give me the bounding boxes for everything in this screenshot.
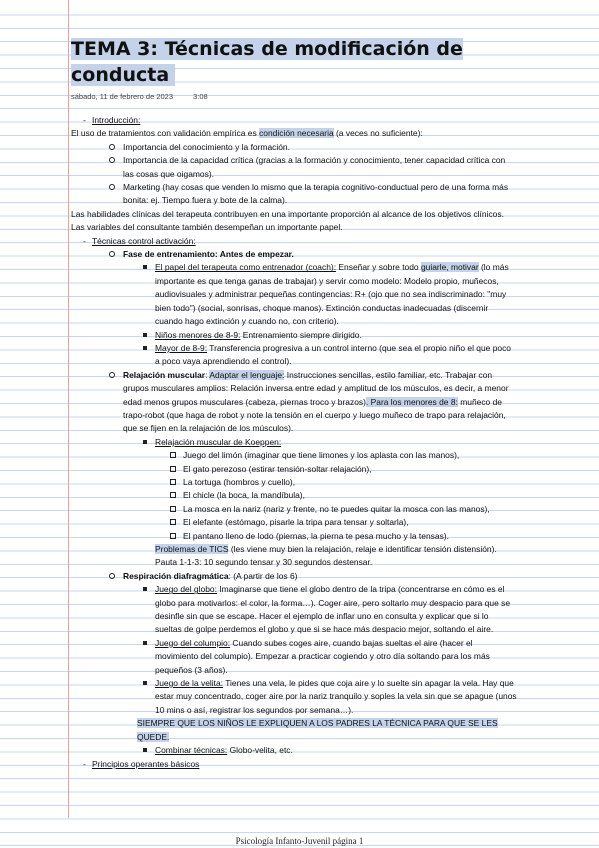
- intro-items: [71, 141, 517, 208]
- list-item: El chicle (la boca, la mandíbula),: [183, 489, 517, 502]
- list-item: El gato perezoso (estirar tensión-soltar relajación),: [183, 463, 517, 476]
- tecnicas-list: [71, 235, 517, 771]
- list-item: El pantano lleno de lodo (piernas, la pierna te pesa mucho y la tensas).: [183, 530, 517, 543]
- page-footer: Psicología Infanto-Juvenil página 1: [235, 836, 364, 846]
- koeppen-item: Relajación muscular de Koeppen: Juego del limón (imaginar que tiene limones y los aplasta con las manos), El gato perezoso (estirar tensión-soltar relajación), La tortuga (hombros y cuello), El chicle (la boca, la mandíbula), La mosca en la nariz (nariz y frente, no te puedes quitar la mosca con las manos), El elefante (estómago, pisarle la tripa para tensar y soltarla), El pantano lleno de lodo (piernas, la pierna te pesa mucho y la tensas).: [155, 436, 517, 543]
- timestamp: [71, 92, 517, 114]
- list-item: El elefante (estómago, pisarle la tripa para tensar y soltarla),: [183, 516, 517, 529]
- relajacion-item: Relajación muscular: Adaptar el lenguaje: Instrucciones sencillas, estilo familiar, etc. Trabajar con grupos musculares amplios: Relación inversa entre edad y amplitud de los músculos, es decir, a menor edad menos grupos musculares (cabeza, piernas troco y brazos). Para los menores de 8: muñeco de trapo-robot (que haga de robot y note la tensión en el cuerpo y luego muñeco de trapo para relajación, que se fijen en la relajación de los músculos). Relajación muscular de Koeppen: Juego del limón (imaginar que tiene limones y los aplasta con las manos), El gato perezoso (estirar tensión-soltar relajación), La tortuga (hombros y cuello), El chicle (la boca, la mandíbula), La mosca en la nariz (nariz y frente, no te puedes quitar la mosca con las manos), El elefante (estómago, pisarle la tripa para tensar y soltarla), El pantano lleno de lodo (piernas, la pierna te pesa mucho y la tensas). Problemas de TICS (les viene muy bien la relajación, relaje e identificar tensión distensión). Pauta 1-1-3: 10 segundo tensar y 30 segundos destensar.: [123, 369, 517, 570]
- intro-list: [71, 114, 517, 127]
- note-date: sábado, 11 de febrero de 2023: [71, 92, 174, 101]
- siempre-note: SIEMPRE QUE LOS NIÑOS LE EXPLIQUEN A LOS PADRES LA TÉCNICA PARA QUE SE LES QUEDE.: [137, 718, 498, 742]
- note-time: 3:08: [193, 92, 208, 101]
- margin-line: [68, 0, 69, 818]
- principios-heading: - Principios operantes básicos: [92, 758, 517, 771]
- list-item: Niños menores de 8-9: Entrenamiento siempre dirigido.: [155, 329, 517, 342]
- tics-note: Problemas de TICS (les viene muy bien la relajación, relaje e identificar tensión distensión). Pauta 1-1-3: 10 segundo tensar y 30 segundos destensar.: [155, 544, 497, 568]
- tecnicas-heading: - Técnicas control activación: Fase de entrenamiento: Antes de empezar. El papel del terapeuta como entrenador (coach): Enseñar y sobre todo guiarle, motivar (lo más importante es que tenga ganas de trabajar) y servir como modelo: Modelo propio, muñecos, audiovisuales y administrar pequeñas contingencias: R+ (ojo que no sea indiscriminado: "muy bien todo") (social, sonrisas, choque manos). Extinción conductas inadecuadas (discernir cuando hago extinción y cuando no, con criterio). Niños menores de 8-9: Entrenamiento siempre dirigido. Mayor de 8-9: Transferencia progresiva a un control interno (que sea el propio niño el que poco a poco vaya aprendiendo el control). Relajación muscular: Adaptar el lenguaje: Instrucciones sencillas, estilo familiar, etc. Trabajar con grupos musculares amplios: Relación inversa entre edad y amplitud de los músculos, es decir, a menor edad menos grupos musculares (cabeza, piernas troco y brazos). Para los menores de 8: muñeco de trapo-robot (que haga de robot y note la tensión en el cuerpo y luego muñeco de trapo para relajación, que se fijen en la relajación de los músculos). Relajación muscular de Koeppen: Juego del limón (imaginar que tiene limones y los aplasta con las manos), El gato perezoso (estirar tensión-soltar relajación), La tortuga (hombros y cuello), El chicle (la boca, la mandíbula), La mosca en la nariz (nariz y frente, no te puedes quitar la mosca con las manos), El elefante (estómago, pisarle la tripa para tensar y soltarla), El pantano lleno de lodo (piernas, la pierna te pesa mucho y la tensas). Problemas de TICS (les viene muy bien la relajación, relaje e identificar tensión distensión). Pauta 1-1-3: 10 segundo tensar y 30 segundos destensar. Respiración diafragmática: (A partir de los 6) Juego del globo: Imaginarse que tiene el globo dentro de la tripa (concentrarse en cómo es el globo para motivarlos: el color, la forma…). Coger aire, pero soltarlo muy despacio para que se desinfle sin que se escape. Hacer el ejemplo de inflar uno en consulta y explicar que si lo sueltas de golpe perdemos el globo y que si se hace más despacio mejor, soltando el aire. Juego del columpio: Cuando subes coges aire, cuando bajas sueltas el aire (hacer el movimiento del columpio). Empezar a practicar cogiendo y otro día soltando para los más pequeños (3 años). Juego de la velita: Tienes una vela, le pides que coja aire y lo suelte sin apagar la vela. Hay que estar muy concentrado, coger aire por la nariz tranquilo y soples la vela sin que se apague (unos 10 mins o así, registrar los segundos por semana…). SIEMPRE QUE LOS NIÑOS LE EXPLIQUEN A LOS PADRES LA TÉCNICA PARA QUE SE LES QUEDE. Combinar técnicas: Globo-velita, etc.: [92, 235, 517, 758]
- fase-item: Fase de entrenamiento: Antes de empezar. El papel del terapeuta como entrenador (coach): Enseñar y sobre todo guiarle, motivar (lo más importante es que tenga ganas de trabajar) y servir como modelo: Modelo propio, muñecos, audiovisuales y administrar pequeñas contingencias: R+ (ojo que no sea indiscriminado: "muy bien todo") (social, sonrisas, choque manos). Extinción conductas inadecuadas (discernir cuando hago extinción y cuando no, con criterio). Niños menores de 8-9: Entrenamiento siempre dirigido. Mayor de 8-9: Transferencia progresiva a un control interno (que sea el propio niño el que poco a poco vaya aprendiendo el control).: [123, 248, 517, 369]
- list-item: Juego del limón (imaginar que tiene limones y los aplasta con las manos),: [183, 449, 517, 462]
- list-item: Juego de la velita: Tienes una vela, le pides que coja aire y lo suelte sin apagar la vela. Hay que estar muy concentrado, coger aire por la nariz tranquilo y soples la vela sin que se apague (unos 10 mins o así, registrar los segundos por semana…).: [155, 677, 517, 717]
- note-page: [71, 36, 517, 771]
- list-item: Importancia del conocimiento y la formación.: [123, 141, 517, 154]
- list-item: El papel del terapeuta como entrenador (coach): Enseñar y sobre todo guiarle, motivar (lo más importante es que tenga ganas de trabajar) y servir como modelo: Modelo propio, muñecos, audiovisuales y administrar pequeñas contingencias: R+ (ojo que no sea indiscriminado: "muy bien todo") (social, sonrisas, choque manos). Extinción conductas inadecuadas (discernir cuando hago extinción y cuando no, con criterio).: [155, 261, 517, 328]
- respiracion-item: Respiración diafragmática: (A partir de los 6) Juego del globo: Imaginarse que tiene el globo dentro de la tripa (concentrarse en cómo es el globo para motivarlos: el color, la forma…). Coger aire, pero soltarlo muy despacio para que se desinfle sin que se escape. Hacer el ejemplo de inflar uno en consulta y explicar que si lo sueltas de golpe perdemos el globo y que si se hace más despacio mejor, soltando el aire. Juego del columpio: Cuando subes coges aire, cuando bajas sueltas el aire (hacer el movimiento del columpio). Empezar a practicar cogiendo y otro día soltando para los más pequeños (3 años). Juego de la velita: Tienes una vela, le pides que coja aire y lo suelte sin apagar la vela. Hay que estar muy concentrado, coger aire por la nariz tranquilo y soples la vela sin que se apague (unos 10 mins o así, registrar los segundos por semana…). SIEMPRE QUE LOS NIÑOS LE EXPLIQUEN A LOS PADRES LA TÉCNICA PARA QUE SE LES QUEDE. Combinar técnicas: Globo-velita, etc.: [123, 570, 517, 758]
- intro-heading: - Introducción:: [92, 114, 517, 127]
- list-item: La tortuga (hombros y cuello),: [183, 476, 517, 489]
- list-item: Combinar técnicas: Globo-velita, etc.: [155, 744, 517, 757]
- intro-after: Las habilidades clínicas del terapeuta contribuyen en una importante proporción al alcance de los objetivos clínicos. Las variables del consultante también desempeñan un importante papel.: [71, 208, 504, 233]
- list-item: Marketing (hay cosas que venden lo mismo que la terapia cognitivo-conductual pero de una forma más bonita: ej. Tiempo fuera y bote de la calma).: [123, 181, 517, 208]
- intro-paragraph: El uso de tratamientos con validación empírica es condición necesaria (a veces no suficiente):: [71, 128, 423, 139]
- page-title: TEMA 3: Técnicas de modificación de conducta: [71, 38, 463, 86]
- list-item: Importancia de la capacidad crítica (gracias a la formación y conocimiento, tener capacidad crítica con las cosas que oigamos).: [123, 154, 517, 181]
- list-item: Juego del columpio: Cuando subes coges aire, cuando bajas sueltas el aire (hacer el movimiento del columpio). Empezar a practicar cogiendo y otro día soltando para los más pequeños (3 años).: [155, 637, 517, 677]
- list-item: La mosca en la nariz (nariz y frente, no te puedes quitar la mosca con las manos),: [183, 503, 517, 516]
- list-item: Mayor de 8-9: Transferencia progresiva a un control interno (que sea el propio niño el que poco a poco vaya aprendiendo el control).: [155, 342, 517, 369]
- list-item: Juego del globo: Imaginarse que tiene el globo dentro de la tripa (concentrarse en cómo es el globo para motivarlos: el color, la forma…). Coger aire, pero soltarlo muy despacio para que se desinfle sin que se escape. Hacer el ejemplo de inflar uno en consulta y explicar que si lo sueltas de golpe perdemos el globo y que si se hace más despacio mejor, soltando el aire.: [155, 583, 517, 637]
